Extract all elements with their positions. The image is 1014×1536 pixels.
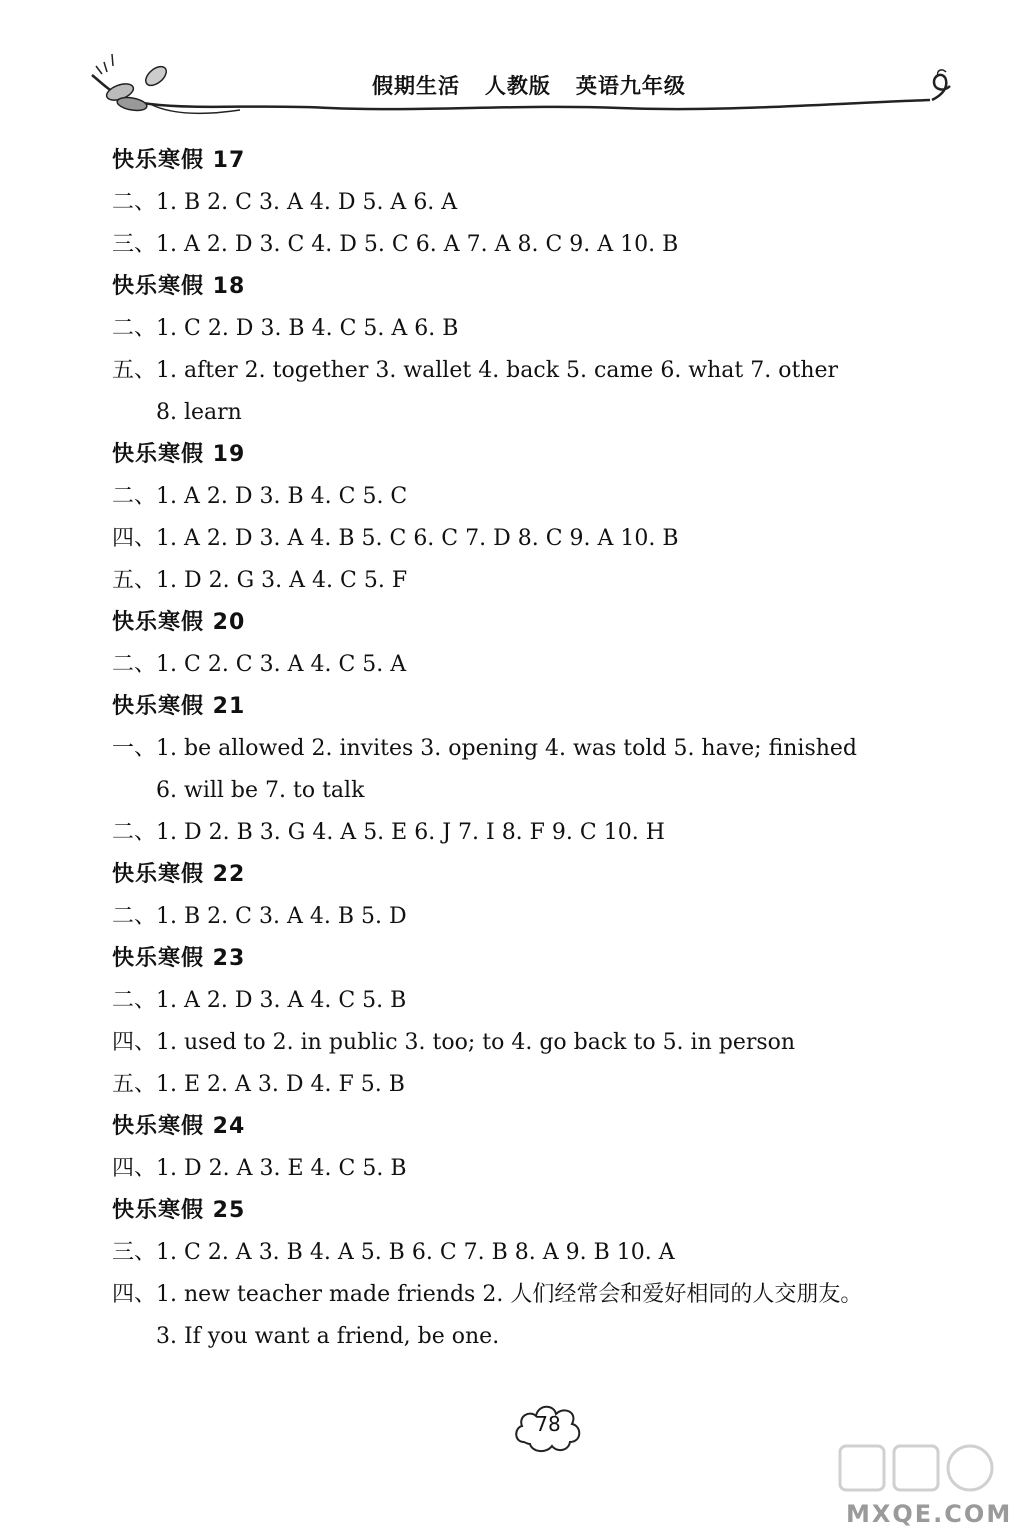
answer-line xyxy=(112,980,952,1022)
section-title: 快乐寒假 24 xyxy=(112,1114,246,1139)
page-header xyxy=(0,0,1014,130)
page-number-badge xyxy=(510,1398,586,1458)
line-text: 1. D 2. A 3. E 4. C 5. B xyxy=(156,1156,407,1181)
line-label: 四、 xyxy=(112,526,157,551)
section-title: 快乐寒假 23 xyxy=(112,946,246,971)
answer-line-continued xyxy=(112,1316,952,1358)
line-text: 6. will be 7. to talk xyxy=(156,778,365,803)
line-label: 二、 xyxy=(112,904,157,929)
vine-decoration-icon xyxy=(0,0,1014,130)
line-text: 3. If you want a friend, be one. xyxy=(156,1324,500,1349)
answer-line xyxy=(112,1274,952,1316)
section-title: 快乐寒假 17 xyxy=(112,148,246,173)
line-text: 8. learn xyxy=(156,400,242,425)
answer-line xyxy=(112,1064,952,1106)
header-title: 假期生活 人教版 英语九年级 xyxy=(372,74,686,98)
section-title: 快乐寒假 20 xyxy=(112,610,246,635)
section-title: 快乐寒假 18 xyxy=(112,274,246,299)
answer-line xyxy=(112,1148,952,1190)
line-text: 1. D 2. G 3. A 4. C 5. F xyxy=(156,568,408,593)
line-text: 1. C 2. D 3. B 4. C 5. A 6. B xyxy=(156,316,459,341)
line-text: 1. new teacher made friends 2. 人们经常会和爱好相同的人交朋友。 xyxy=(156,1282,863,1307)
line-text: 1. A 2. D 3. B 4. C 5. C xyxy=(156,484,408,509)
answer-line-continued xyxy=(112,392,952,434)
answer-line xyxy=(112,644,952,686)
line-label: 一、 xyxy=(112,736,157,761)
line-text: 1. A 2. D 3. A 4. B 5. C 6. C 7. D 8. C 9. A 10. B xyxy=(156,526,679,551)
section-22 xyxy=(112,854,952,938)
line-label: 五、 xyxy=(112,568,157,593)
line-label: 四、 xyxy=(112,1282,157,1307)
line-text: 1. be allowed 2. invites 3. opening 4. was told 5. have; finished xyxy=(156,736,858,761)
line-text: 1. after 2. together 3. wallet 4. back 5. came 6. what 7. other xyxy=(156,358,839,383)
section-23 xyxy=(112,938,952,1106)
answer-line xyxy=(112,1022,952,1064)
section-title: 快乐寒假 25 xyxy=(112,1198,246,1223)
line-label: 四、 xyxy=(112,1156,157,1181)
line-label: 二、 xyxy=(112,484,157,509)
line-text: 1. B 2. C 3. A 4. D 5. A 6. A xyxy=(156,190,458,215)
section-title: 快乐寒假 21 xyxy=(112,694,246,719)
answer-content xyxy=(112,140,952,1358)
line-text: 1. D 2. B 3. G 4. A 5. E 6. J 7. I 8. F 9. C 10. H xyxy=(156,820,665,845)
answer-line xyxy=(112,560,952,602)
line-label: 二、 xyxy=(112,316,157,341)
answer-line-continued xyxy=(112,770,952,812)
answer-line xyxy=(112,224,952,266)
line-text: 1. E 2. A 3. D 4. F 5. B xyxy=(156,1072,405,1097)
line-text: 1. used to 2. in public 3. too; to 4. go back to 5. in person xyxy=(156,1030,796,1055)
section-24 xyxy=(112,1106,952,1190)
line-text: 1. C 2. A 3. B 4. A 5. B 6. C 7. B 8. A 9. B 10. A xyxy=(156,1240,675,1265)
answer-line xyxy=(112,182,952,224)
answer-line xyxy=(112,518,952,560)
answer-line xyxy=(112,812,952,854)
line-text: 1. A 2. D 3. C 4. D 5. C 6. A 7. A 8. C 9. A 10. B xyxy=(156,232,679,257)
page-number: 78 xyxy=(535,1412,561,1436)
line-label: 四、 xyxy=(112,1030,157,1055)
answer-line xyxy=(112,896,952,938)
section-20 xyxy=(112,602,952,686)
line-label: 二、 xyxy=(112,190,157,215)
answer-line xyxy=(112,350,952,392)
line-text: 1. B 2. C 3. A 4. B 5. D xyxy=(156,904,407,929)
answer-line xyxy=(112,1232,952,1274)
section-title: 快乐寒假 19 xyxy=(112,442,246,467)
section-19 xyxy=(112,434,952,602)
answer-line xyxy=(112,728,952,770)
answer-line xyxy=(112,476,952,518)
line-label: 五、 xyxy=(112,358,157,383)
answer-line xyxy=(112,308,952,350)
section-title: 快乐寒假 22 xyxy=(112,862,246,887)
line-label: 二、 xyxy=(112,652,157,677)
section-25 xyxy=(112,1190,952,1358)
line-text: 1. C 2. C 3. A 4. C 5. A xyxy=(156,652,407,677)
section-21 xyxy=(112,686,952,854)
line-label: 二、 xyxy=(112,820,157,845)
line-label: 三、 xyxy=(112,232,157,257)
line-label: 五、 xyxy=(112,1072,157,1097)
section-18 xyxy=(112,266,952,434)
watermark-text: MXQE.COM xyxy=(846,1500,1013,1528)
line-text: 1. A 2. D 3. A 4. C 5. B xyxy=(156,988,407,1013)
section-17 xyxy=(112,140,952,266)
line-label: 二、 xyxy=(112,988,157,1013)
line-label: 三、 xyxy=(112,1240,157,1265)
